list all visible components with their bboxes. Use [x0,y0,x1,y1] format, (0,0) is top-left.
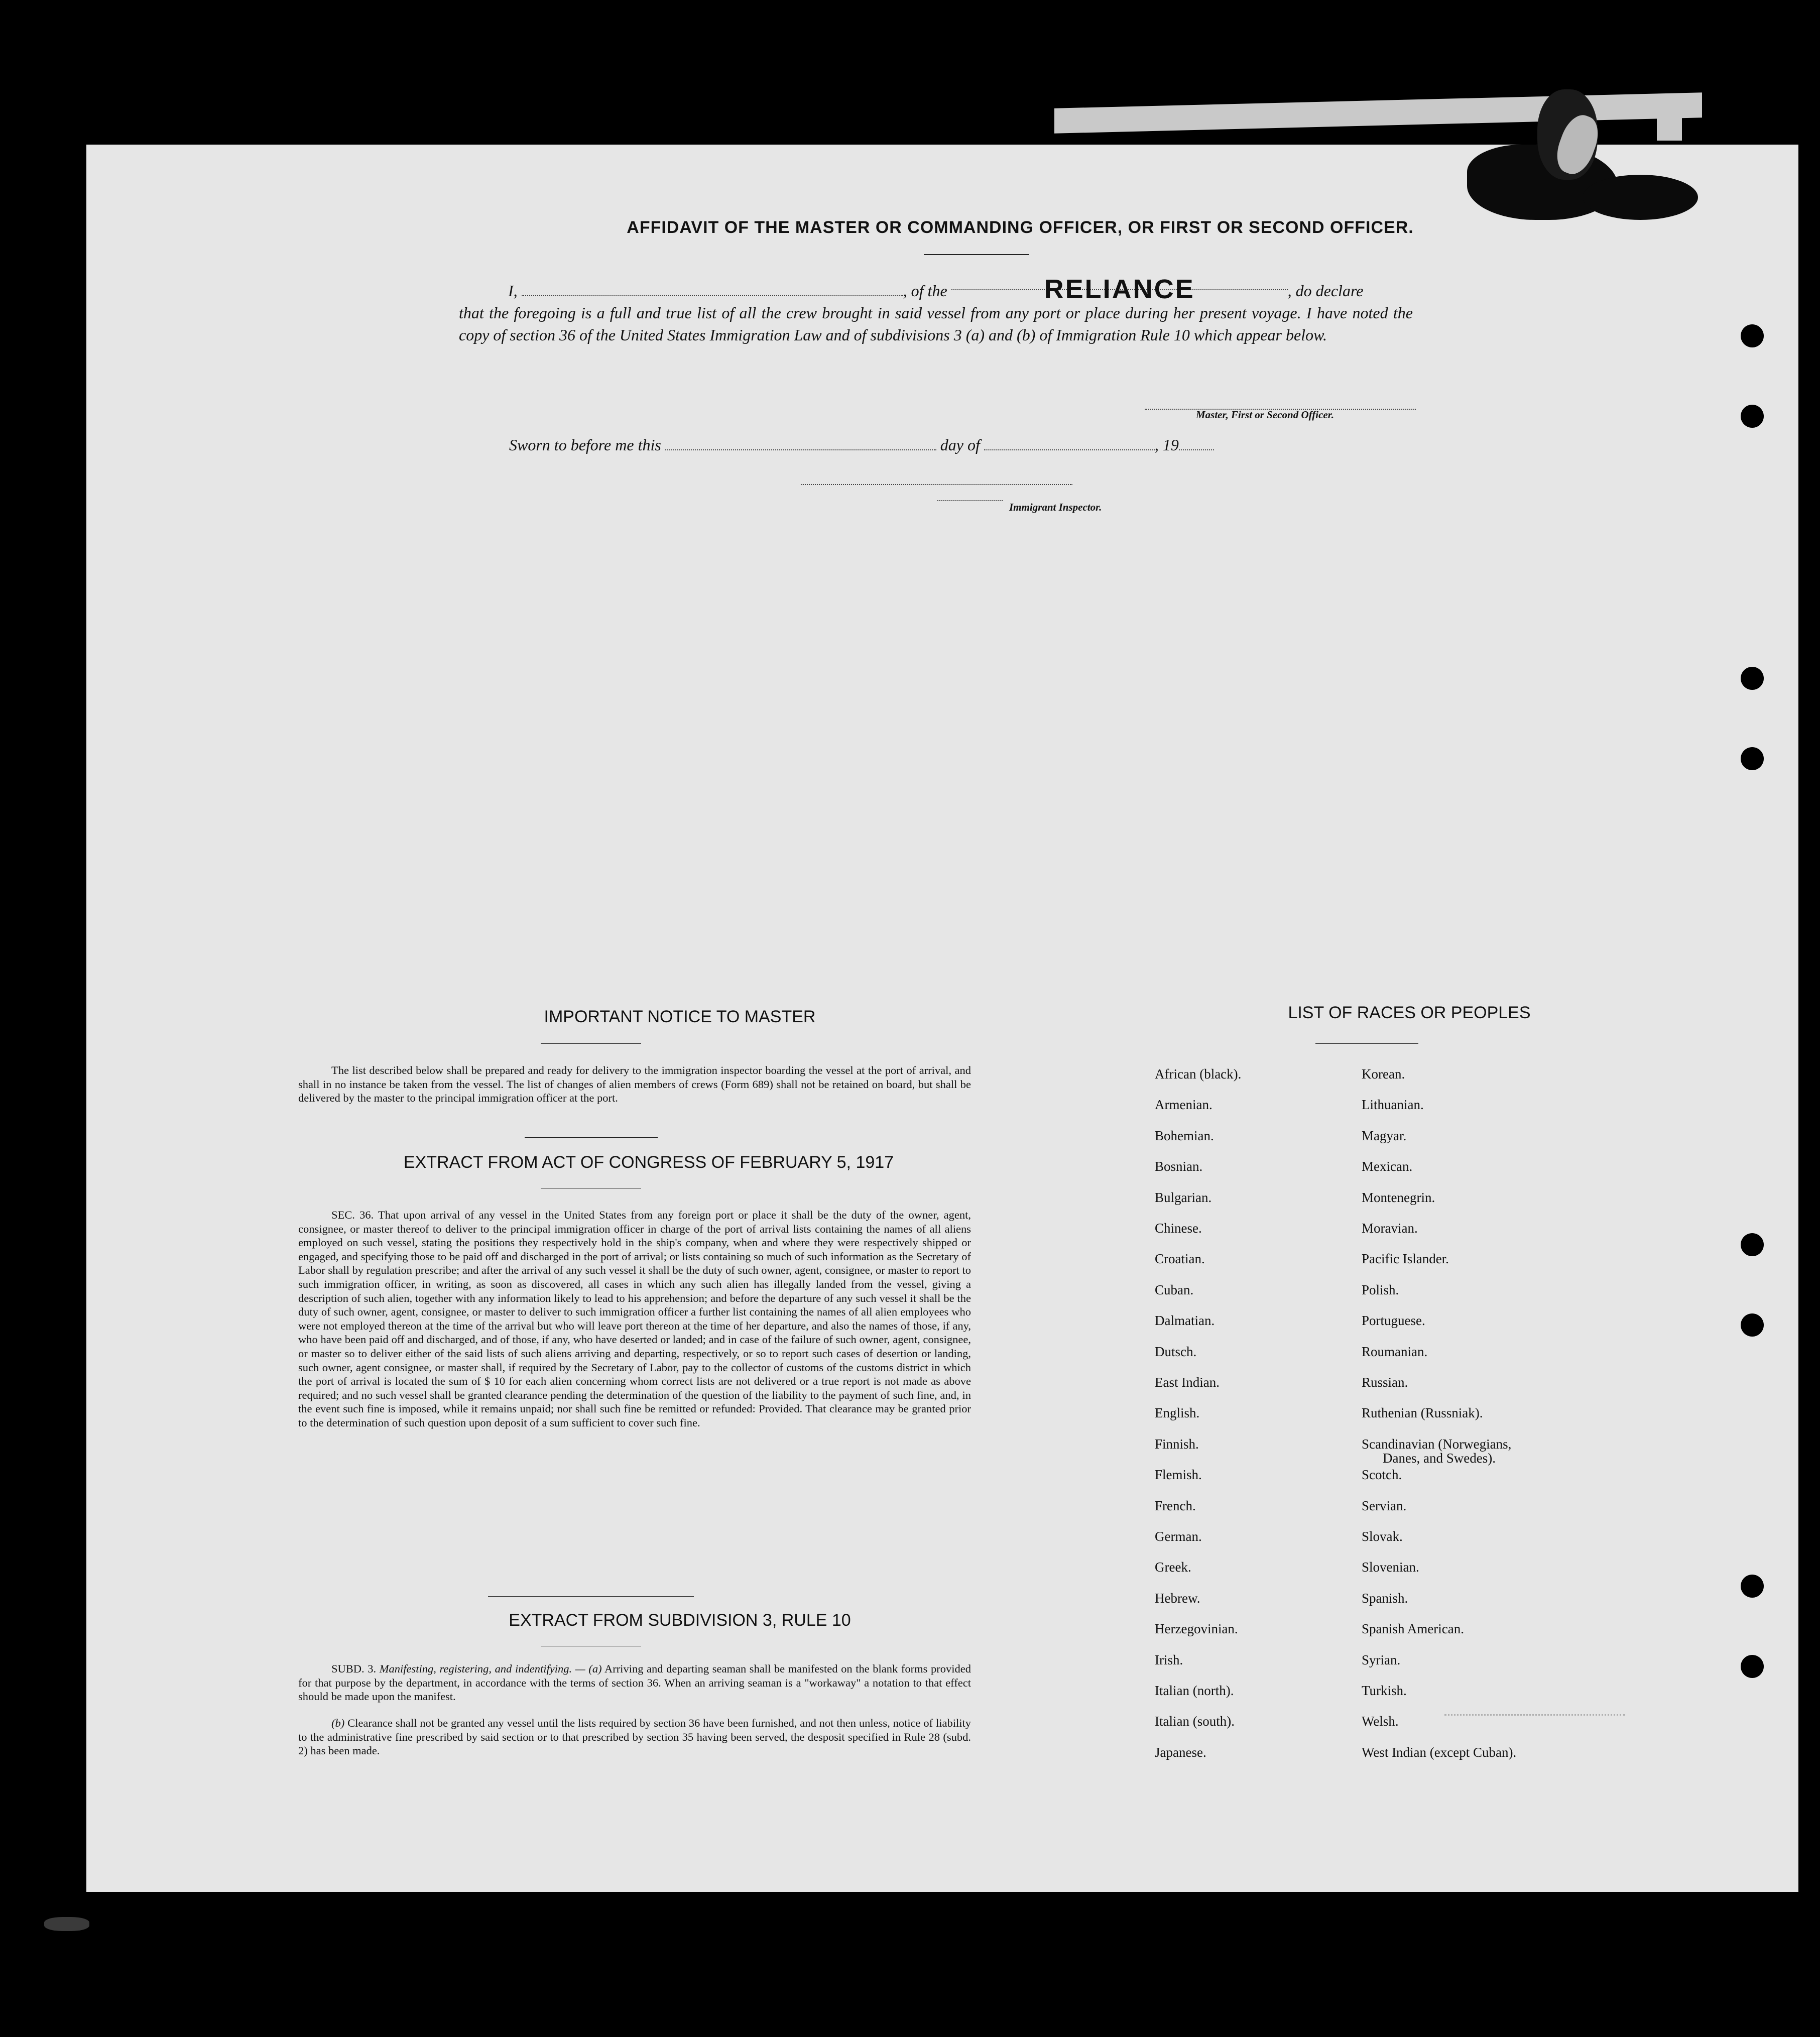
underlying-page-edge [1054,92,1702,134]
race-item: Dutsch. [1155,1344,1197,1359]
act-body: SEC. 36. That upon arrival of any vessel in the United States from any foreign port or place it shall be the duty of the owner, agent, consignee, or master thereof to deliver to the principal immigration officer in charge of the port of arrival lists containing the names of all aliens employed on such vessel, stating the positions they respectively hold in the ship's company, when and where they were respectively shipped or engaged, and specifying those to be paid off and discharged in the port of arrival; or lists containing so much of such information as the Secretary of Labor shall by regulation prescribe; and after the arrival of any such vessel it shall be the duty of such owner, agent, consignee, or master to report to such immigration officer, in writing, as soon as discovered, all cases in which any such alien has illegally landed from the vessel, giving a description of such alien, together with any information likely to lead to his apprehension; and before the departure of any such vessel it shall be the duty of such owner, agent, consignee, or master to deliver to such immigration officer a further list containing the names of all alien employees who were not employed thereon at the time of the arrival but who will leave port thereon at the time of her departure, and also the names of those, if any, who have been paid off and discharged, and of those, if any, who have deserted or landed; and in case of the failure of such owner, agent, consignee, or master so to deliver either of the said lists of such aliens arriving and departing, respectively, or so to report such cases of desertion or landing, such owner, agent consignee, or master shall, if required by the Secretary of Labor, pay to the collector of customs of the customs district in which the port of arrival is located the sum of $ 10 for each alien concerning whom correct lists are not delivered or a true report is not made as above required; and no such vessel shall be granted clearance pending the determination of the question of the liability to the payment of such fine, and, in the event such fine is imposed, while it remains unpaid; nor shall such fine be remitted or refunded: Provided. That clearance may be granted prior to the determination of such question upon deposit of a sum sufficient to cover such fine. [298,1209,971,1429]
race-item: Herzegovinian. [1155,1621,1238,1636]
race-item: Bosnian. [1155,1159,1203,1174]
sworn-prefix: Sworn to before me this [509,436,661,454]
notice-body: The list described below shall be prepared and ready for delivery to the immigration inspector boarding the vessel at the port of arrival, and shall in no instance be taken from the vessel. The list of changes of alien members of crews (Form 689) shall not be retained on board, but shall be delivered by the master to the principal immigration officer at the port. [298,1064,971,1105]
act-end-divider [488,1596,694,1597]
sworn-month-field[interactable] [984,436,1155,450]
rule-subd-a [298,1662,971,1704]
race-item: Bulgarian. [1155,1190,1212,1205]
title-divider [924,254,1029,255]
sworn-day-field[interactable] [665,436,936,450]
torn-tab-mark [1583,175,1698,220]
race-item: Italian (south). [1155,1714,1235,1729]
declarant-name-field[interactable] [522,282,903,296]
notice-title: IMPORTANT NOTICE TO MASTER [544,1007,816,1026]
race-item: East Indian. [1155,1375,1220,1390]
underlying-page-edge [1657,105,1682,141]
races-title: LIST OF RACES OR PEOPLES [1288,1003,1531,1022]
master-signature-field[interactable] [1145,396,1416,410]
race-item: Servian. [1362,1498,1407,1513]
race-item: Korean. [1362,1066,1405,1082]
race-item: Hebrew. [1155,1591,1200,1606]
race-item: Finnish. [1155,1436,1199,1452]
do-declare-text: , do declare [1287,282,1364,300]
race-item: Ruthenian (Russniak). [1362,1405,1483,1420]
race-item: Pacific Islander. [1362,1251,1449,1266]
edge-smudge [44,1917,89,1931]
notice-end-divider [525,1137,658,1138]
race-item: Montenegrin. [1362,1190,1435,1205]
race-item: Japanese. [1155,1745,1206,1760]
affidavit-statement: that the foregoing is a full and true list of all the crew brought in said vessel from any port or place during her present voyage. I have noted the copy of section 36 of the United States Immigration Law and of subdivisions 3 (a) and (b) of Immigration Rule 10 which appear below. [459,304,1413,344]
rule-subd-a-body: Arriving and departing seaman shall be manifested on the blank forms provided for that purpose by the department, in accordance with the terms of section 36. When an arriving seaman is a "workaway" a notation to that effect should be made upon the manifest. [298,1662,971,1703]
race-item: Armenian. [1155,1097,1212,1112]
binder-hole [1741,1313,1764,1337]
race-item: English. [1155,1405,1200,1420]
race-item: Turkish. [1362,1683,1407,1698]
affidavit-title: AFFIDAVIT OF THE MASTER OR COMMANDING OFFICER, OR FIRST OR SECOND OFFICER. [627,218,1414,237]
race-item: Bohemian. [1155,1128,1214,1143]
binder-hole [1741,1233,1764,1256]
race-item: Magyar. [1362,1128,1407,1143]
binder-hole [1741,1575,1764,1598]
race-item: Croatian. [1155,1251,1205,1266]
inspector-signature-lead [937,496,1003,501]
rule-subd-b-label: (b) [331,1717,345,1729]
race-item: Italian (north). [1155,1683,1234,1698]
race-item: Cuban. [1155,1282,1194,1297]
race-item: African (black). [1155,1066,1242,1082]
binder-hole [1741,667,1764,690]
binder-hole [1741,405,1764,428]
affidavit-body [459,276,1413,346]
race-item: Lithuanian. [1362,1097,1424,1112]
sworn-year-field[interactable] [1179,436,1214,450]
day-of-text: day of [940,436,980,454]
race-item: Moravian. [1362,1221,1418,1236]
faint-handwriting-mark [1444,1705,1625,1716]
race-item: Chinese. [1155,1221,1202,1236]
binder-hole [1741,324,1764,347]
race-item: Polish. [1362,1282,1399,1297]
vessel-name: RELIANCE [1044,274,1195,304]
year-prefix: , 19 [1154,436,1179,454]
rule-subd-a-heading: Manifesting, registering, and indentifying. — (a) [379,1662,602,1675]
race-item: Greek. [1155,1560,1191,1575]
inspector-signature-label: Immigrant Inspector. [1009,501,1102,513]
rule-subd-b [298,1716,971,1758]
form-page [86,145,1798,1892]
sworn-line [509,436,1214,454]
race-item: Portuguese. [1362,1313,1425,1328]
of-the-text: , of the [903,282,947,300]
rule-title: EXTRACT FROM SUBDIVISION 3, RULE 10 [509,1611,851,1630]
races-divider [1315,1043,1418,1044]
master-signature-label: Master, First or Second Officer. [1196,409,1334,421]
inspector-signature-field[interactable] [801,471,1072,485]
race-item: West Indian (except Cuban). [1362,1745,1517,1760]
race-item: Scotch. [1362,1467,1402,1482]
rule-subd-a-label: SUBD. 3. [331,1662,377,1675]
vessel-name-field[interactable] [951,274,1288,304]
declarant-prefix: I, [508,282,518,300]
act-title: EXTRACT FROM ACT OF CONGRESS OF FEBRUARY 5, 1917 [403,1153,894,1172]
race-item: Scandinavian (Norwegians, [1362,1436,1512,1452]
race-item: Mexican. [1362,1159,1413,1174]
race-item: Flemish. [1155,1467,1202,1482]
race-item: French. [1155,1498,1196,1513]
race-item: Slovak. [1362,1529,1403,1544]
race-item: Syrian. [1362,1652,1401,1667]
race-item: Danes, and Swedes). [1383,1451,1496,1466]
race-item: Roumanian. [1362,1344,1428,1359]
rule-subd-b-body: Clearance shall not be granted any vessel until the lists required by section 36 have been furnished, and not then unless, notice of liability to the administrative fine prescribed by said section or to that prescribed by section 35 having been served, the desposit specified in Rule 28 (subd. 2) has been made. [298,1717,971,1757]
race-item: Slovenian. [1362,1560,1419,1575]
race-item: Spanish. [1362,1591,1408,1606]
binder-hole [1741,1655,1764,1678]
race-item: Dalmatian. [1155,1313,1215,1328]
binder-hole [1741,747,1764,770]
race-item: Spanish American. [1362,1621,1464,1636]
race-item: German. [1155,1529,1202,1544]
notice-divider [541,1043,641,1044]
race-item: Irish. [1155,1652,1183,1667]
race-item: Welsh. [1362,1714,1399,1729]
race-item: Russian. [1362,1375,1408,1390]
